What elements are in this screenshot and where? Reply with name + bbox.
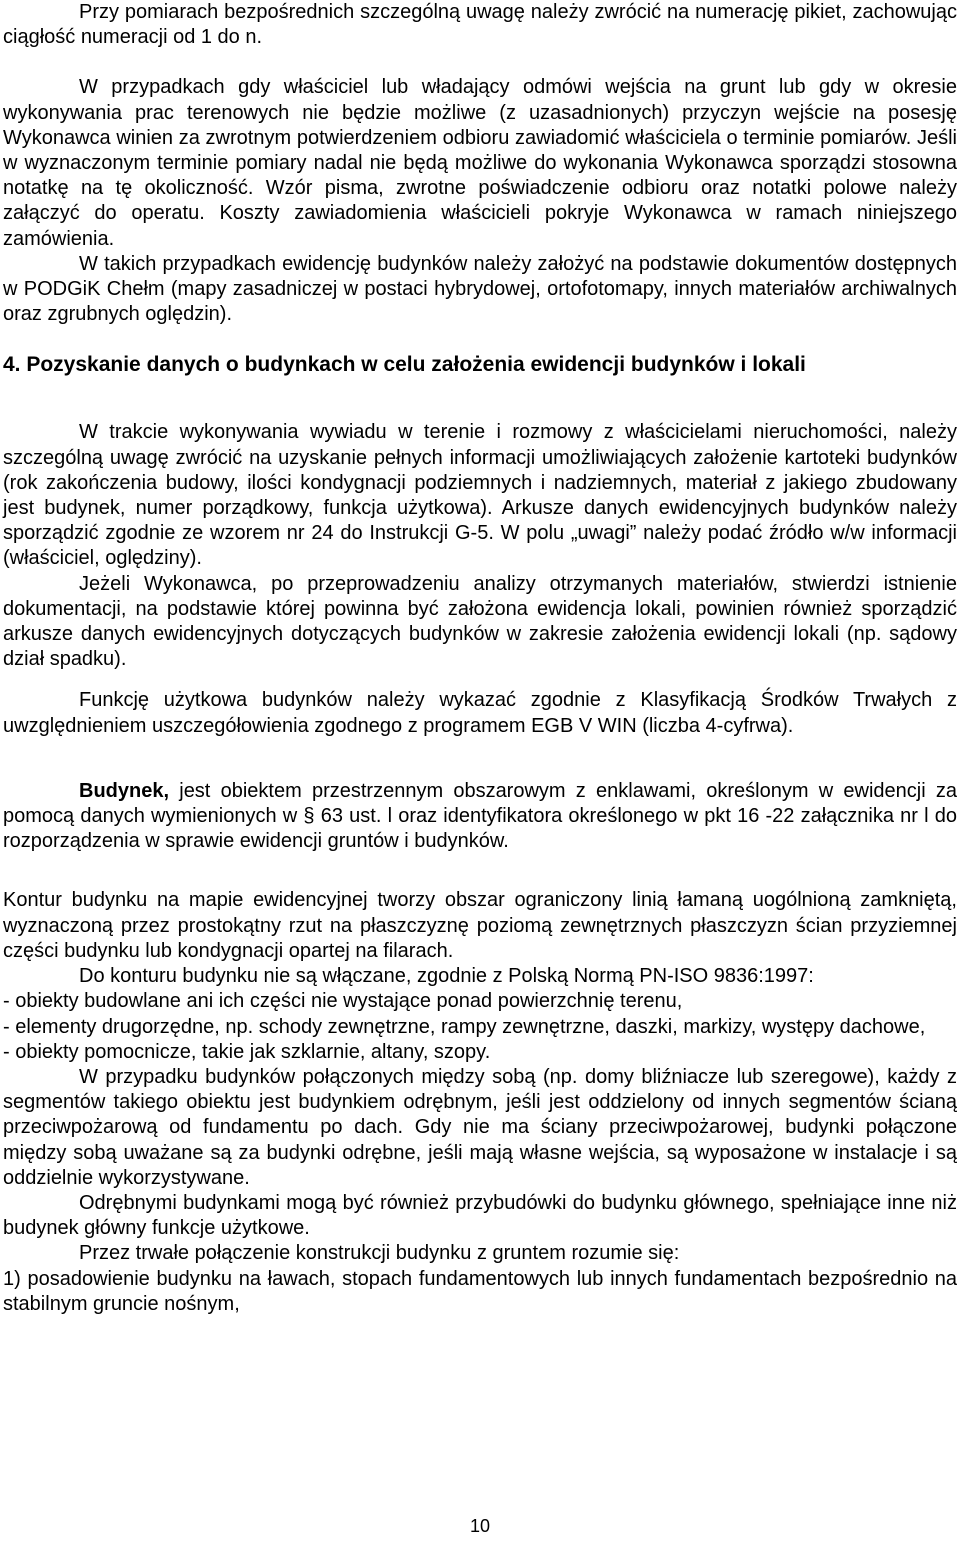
paragraph-permanent-connection: Przez trwałe połączenie konstrukcji budynku z gruntem rozumie się:	[79, 1242, 680, 1265]
document-page	[3, 0, 957, 1317]
list-item: - obiekty pomocnicze, takie jak szklarnie, altany, szopy.	[3, 1040, 491, 1063]
paragraph-extensions: Odrębnymi budynkami mogą być również przybudówki do budynku głównego, spełniające inne niż budynek główny funkcje użytkowe.	[3, 1191, 957, 1240]
paragraph-building-contour: Kontur budynku na mapie ewidencyjnej tworzy obszar ograniczony linią łamaną uogólnioną zamkniętą, wyznaczoną przez prostokątny rzut na płaszczyznę poziomą zewnętrznych płaszczyzn ścian przyziemnej części budynku lub kondygnacji opartej na filarach.	[3, 889, 957, 962]
paragraph-field-interview: W trakcie wykonywania wywiadu w terenie i rozmowy z właścicielami nieruchomości, należy szczególną uwagę zwrócić na uzyskanie pełnych informacji umożliwiających założenie kartoteki budynków (rok zakończenia budowy, ilości kondygnacji podziemnych i nadziemnych, materiał z jakiego zbudowany jest budynek, numer porządkowy, funkcja użytkowa). Arkusze danych ewidencyjnych budynków należy sporządzić zgodnie ze wzorem nr 24 do Instrukcji G-5. W polu „uwagi” należy podać źródło w/w informacji (właściciel, oględziny).	[3, 421, 957, 570]
term-budynek: Budynek,	[79, 779, 170, 802]
page-number: 10	[469, 1516, 491, 1536]
list-item: - obiekty budowlane ani ich części nie wystające ponad powierzchnię terenu,	[3, 990, 683, 1013]
paragraph-building-function: Funkcję użytkowa budynków należy wykazać zgodnie z Klasyfikacją Środków Trwałych z uwzględnieniem uszczegółowienia zgodnego z programem EGB V WIN (liczba 4-cyfrwa).	[3, 689, 957, 737]
list-item: - elementy drugorzędne, np. schody zewnętrzne, rampy zewnętrzne, daszki, markizy, występy dachowe,	[3, 1015, 926, 1038]
paragraph-survey-points: Przy pomiarach bezpośrednich szczególną uwagę należy zwrócić na numerację pikiet, zachowując ciągłość numeracji od 1 do n.	[3, 1, 957, 49]
paragraph-building-records: W takich przypadkach ewidencję budynków należy założyć na podstawie dokumentów dostępnych w PODGiK Chełm (mapy zasadniczej w postaci hybrydowej, ortofotomapy, innych materiałów archiwalnych oraz zgrubnych oględzin).	[3, 252, 957, 326]
paragraph-premises-records: Jeżeli Wykonawca, po przeprowadzeniu analizy otrzymanych materiałów, stwierdzi istnienie dokumentacji, na podstawie której powinna być założona ewidencja lokali, powinien również sporządzić arkusze danych ewidencyjnych dotyczących budynków w zakresie założenia ewidencji lokali (np. sądowy dział spadku).	[3, 572, 957, 671]
list-item: 1) posadowienie budynku na ławach, stopach fundamentowych lub innych fundamentach bezpośrednio na stabilnym gruncie nośnym,	[3, 1267, 957, 1315]
paragraph-connected-buildings: W przypadku budynków połączonych między sobą (np. domy bliźniacze lub szeregowe), każdy z segmentów takiego obiektu jest budynkiem odrębnym, jeśli jest oddzielony od innych segmentów ścianą przeciwpożarową od fundamentu po dach. Gdy nie ma ściany przeciwpożarowej, budynki połączone między sobą uważane są za budynki odrębne, jeśli mają własne wejścia, są wyposażone w instalacje i są oddzielnie wykorzystywane.	[3, 1065, 957, 1189]
paragraph-contour-exclusions: Do konturu budynku nie są włączane, zgodnie z Polską Normą PN-ISO 9836:1997:	[79, 965, 814, 988]
paragraph-owner-refusal: W przypadkach gdy właściciel lub władający odmówi wejścia na grunt lub gdy w okresie wykonywania prac terenowych nie będzie możliwe (z uzasadnionych) przyczyn wejście na posesję Wykonawca winien za zwrotnym potwierdzeniem odbioru zawiadomić właściciela o terminie pomiarów. Jeśli w wyznaczonym terminie pomiary nadal nie będą możliwe do wykonania Wykonawca sporządzi stosowna notatkę na tę okoliczność. Wzór pisma, zwrotne poświadczenie odbioru oraz notatki polowe należy załączyć do operatu. Koszty zawiadomienia właścicieli pokryje Wykonawca w ramach niniejszego zamówienia.	[3, 76, 957, 250]
paragraph-building-definition	[3, 779, 957, 855]
definition-text: jest obiektem przestrzennym obszarowym z enklawami, określonym w ewidencji za pomocą danych wymienionych w § 63 ust. l oraz identyfikatora określonego w pkt 16 -22 załącznika nr l do rozporządzenia w sprawie ewidencji gruntów i budynków.	[3, 779, 957, 853]
section-heading: 4. Pozyskanie danych o budynkach w celu założenia ewidencji budynków i lokali	[3, 353, 806, 377]
